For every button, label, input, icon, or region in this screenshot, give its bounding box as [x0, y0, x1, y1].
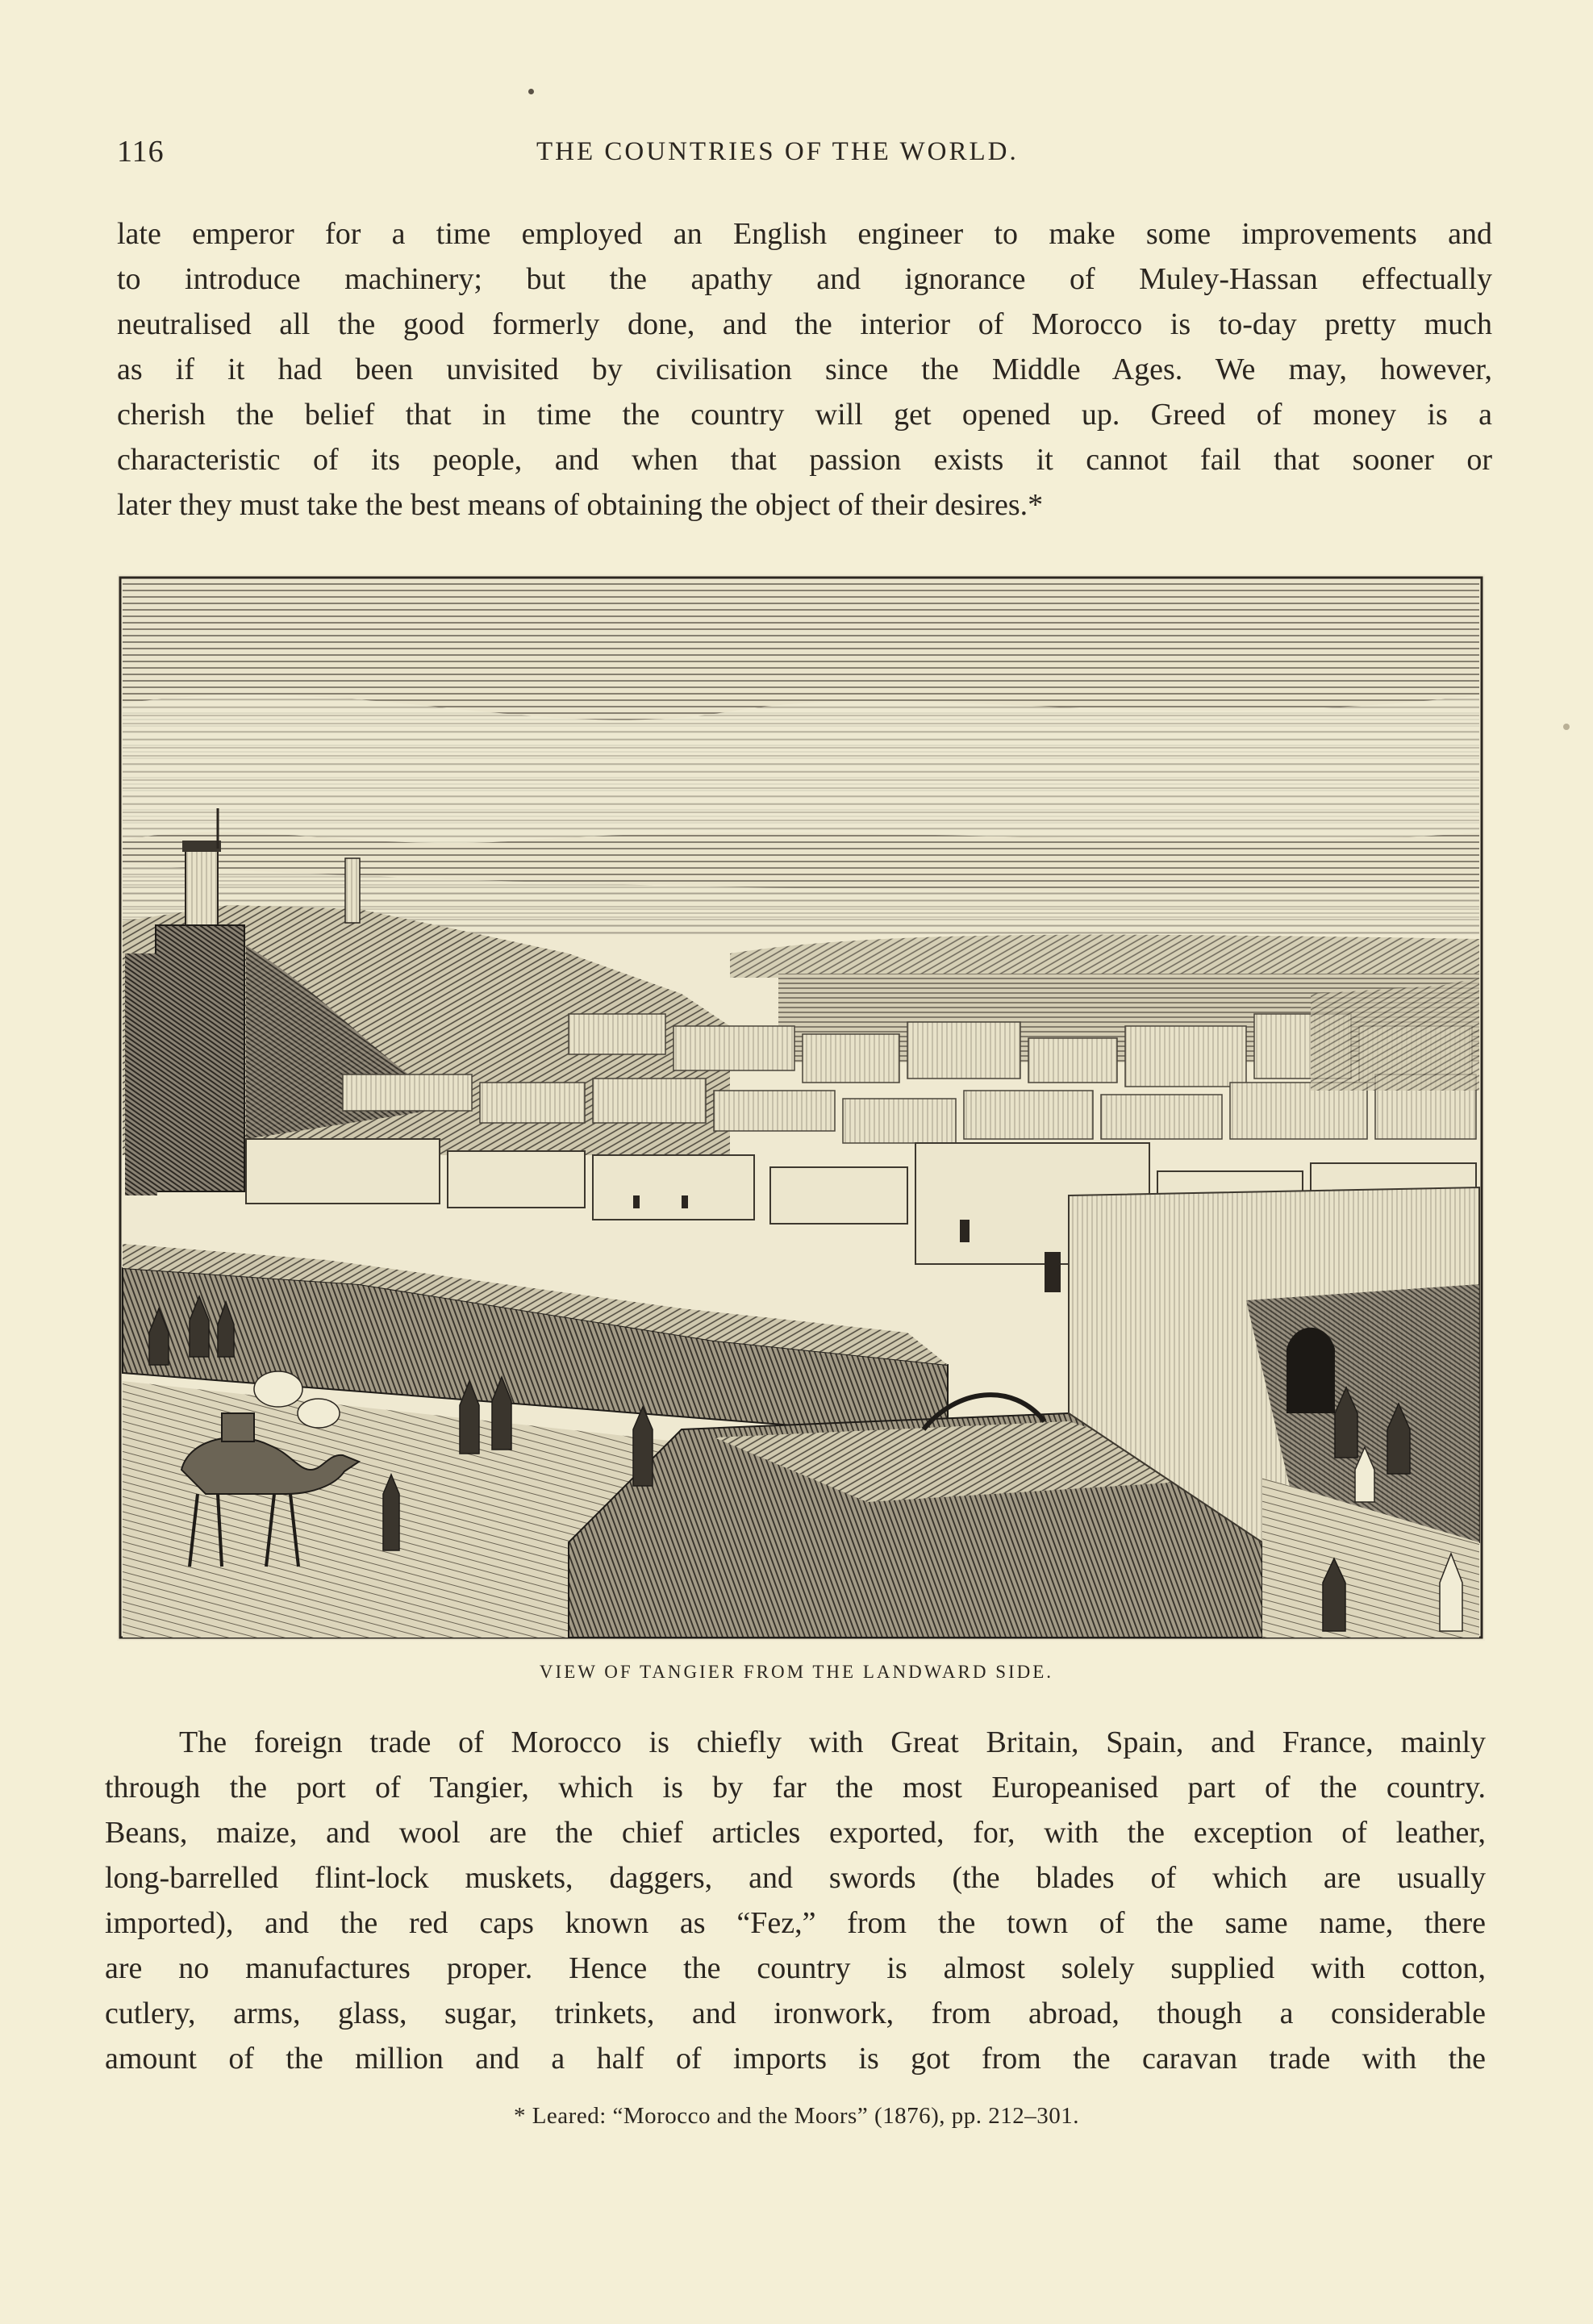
- footnote: * Leared: “Morocco and the Moors” (1876), pp. 212–301.: [513, 2103, 1080, 2129]
- text-line: late emperor for a time employed an English engineer to make some improvements and: [117, 217, 1492, 251]
- paper-spot: [1563, 724, 1570, 730]
- page-number: 116: [117, 135, 165, 169]
- text-line: as if it had been unvisited by civilisation since the Middle Ages. We may, however,: [117, 353, 1492, 386]
- paragraph-1: [117, 211, 1492, 528]
- text-line: later they must take the best means of obtaining the object of their desires.*: [117, 488, 1044, 522]
- text-line: neutralised all the good formerly done, and the interior of Morocco is to-day pretty much: [117, 307, 1492, 341]
- text-line: through the port of Tangier, which is by far the most Europeanised part of the country.: [105, 1771, 1486, 1805]
- text-line: Beans, maize, and wool are the chief articles exported, for, with the exception of leather,: [105, 1816, 1486, 1850]
- text-line: cutlery, arms, glass, sugar, trinkets, and ironwork, from abroad, though a considerable: [105, 1996, 1486, 2030]
- text-line: long-barrelled flint-lock muskets, daggers, and swords (the blades of which are usually: [105, 1861, 1486, 1895]
- text-line: characteristic of its people, and when that passion exists it cannot fail that sooner or: [117, 443, 1492, 477]
- ink-dot: [528, 89, 534, 94]
- figure-caption: VIEW OF TANGIER FROM THE LANDWARD SIDE.: [539, 1662, 1054, 1682]
- running-title: THE COUNTRIES OF THE WORLD.: [536, 137, 1019, 166]
- engraving-illustration: [117, 574, 1485, 1641]
- text-line: imported), and the red caps known as “Fez,” from the town of the same name, there: [105, 1906, 1486, 1940]
- text-line: The foreign trade of Morocco is chiefly with Great Britain, Spain, and France, mainly: [179, 1725, 1486, 1759]
- engraving-tangier: [117, 574, 1485, 1641]
- text-line: to introduce machinery; but the apathy and ignorance of Muley-Hassan effectually: [117, 262, 1492, 296]
- page-header: [0, 134, 1593, 174]
- text-line: are no manufactures proper. Hence the country is almost solely supplied with cotton,: [105, 1951, 1486, 1985]
- text-line: cherish the belief that in time the country will get opened up. Greed of money is a: [117, 398, 1492, 432]
- text-line: amount of the million and a half of imports is got from the caravan trade with the: [105, 2042, 1486, 2076]
- paragraph-2: [105, 1720, 1486, 2081]
